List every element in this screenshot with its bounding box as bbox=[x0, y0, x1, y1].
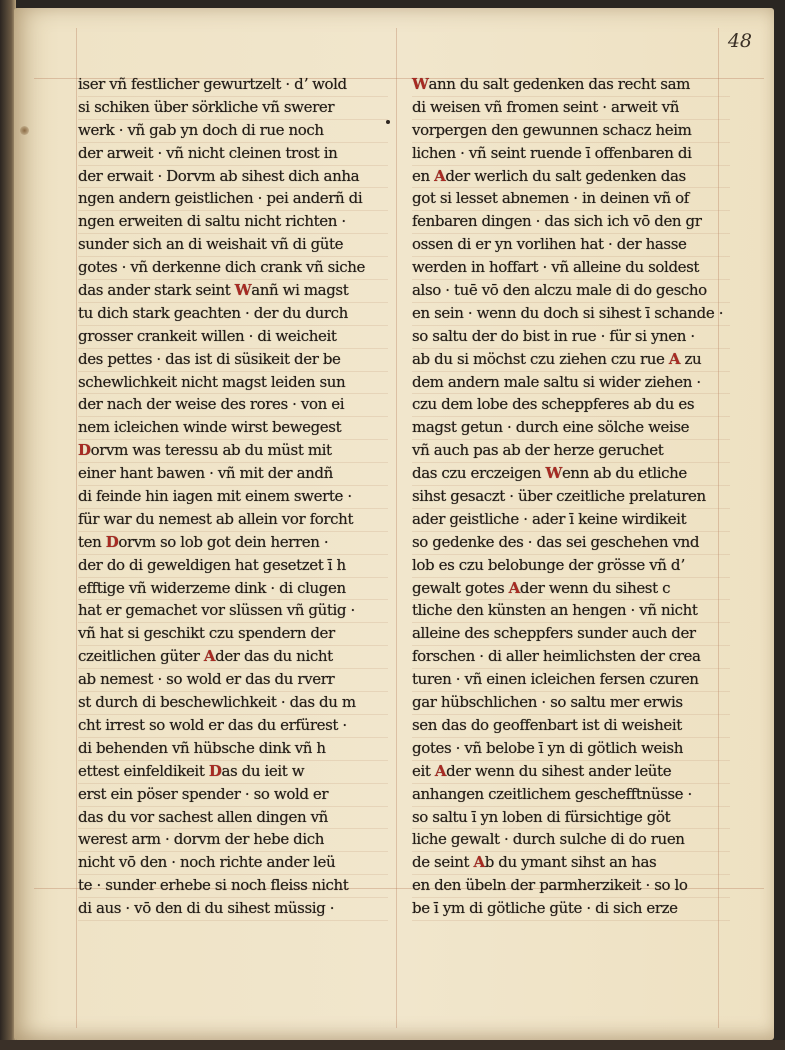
line-text: erst ein pöser spender · so wold er bbox=[78, 784, 329, 803]
text-line bbox=[78, 669, 388, 692]
line-text: te · sunder erhebe si noch fleiss nicht bbox=[78, 876, 349, 895]
text-line bbox=[412, 784, 730, 807]
line-text: di feinde hin iagen mit einem swerte · bbox=[78, 487, 352, 506]
text-line bbox=[78, 875, 388, 898]
text-line bbox=[78, 372, 388, 395]
text-line bbox=[78, 829, 388, 852]
stain-mark bbox=[20, 126, 29, 135]
text-line bbox=[412, 509, 730, 532]
line-text: grosser crankeit willen · di weicheit bbox=[78, 326, 337, 345]
line-text: ab nemest · so wold er das du rverr bbox=[78, 670, 335, 689]
line-text: hat er gemachet vor slüssen vñ gütig · bbox=[78, 601, 355, 620]
line-text: di aus · vō den di du sihest müssig · bbox=[78, 899, 335, 918]
line-text-continued: der werlich du salt gedenken das bbox=[445, 166, 686, 185]
text-line bbox=[78, 188, 388, 211]
rubric-initial: W bbox=[234, 281, 252, 300]
line-text: en sein · wenn du doch si sihest ī schande · bbox=[412, 303, 724, 322]
text-line bbox=[412, 463, 730, 486]
line-text: cht irrest so wold er das du erfürest · bbox=[78, 715, 347, 734]
text-line bbox=[412, 349, 730, 372]
line-text-continued: orvm was teressu ab du müst mit bbox=[90, 441, 332, 460]
line-text-continued: zu bbox=[680, 349, 702, 368]
line-text: ader geistliche · ader ī keine wirdikeit bbox=[412, 509, 687, 528]
line-text: werest arm · dorvm der hebe dich bbox=[78, 830, 325, 849]
text-line bbox=[78, 326, 388, 349]
line-text: werk · vñ gab yn doch di rue noch bbox=[78, 120, 324, 139]
line-text: di behenden vñ hübsche dink vñ h bbox=[78, 738, 326, 757]
text-line bbox=[78, 417, 388, 440]
line-text: fenbaren dingen · das sich ich vō den gr bbox=[412, 212, 702, 231]
line-text: sen das do geoffenbart ist di weisheit bbox=[412, 715, 682, 734]
line-text: czeitlichen güter bbox=[78, 647, 204, 666]
line-text: liche gewalt · durch sulche di do ruen bbox=[412, 830, 685, 849]
text-line bbox=[412, 898, 730, 921]
line-text: en den übeln der parmherzikeit · so lo bbox=[412, 876, 688, 895]
text-line bbox=[412, 166, 730, 189]
line-text: ab du si möchst czu ziehen czu rue bbox=[412, 349, 669, 368]
manuscript-page bbox=[14, 8, 774, 1040]
text-line bbox=[412, 829, 730, 852]
text-line bbox=[78, 578, 388, 601]
line-text: so gedenke des · das sei geschehen vnd bbox=[412, 532, 700, 551]
text-line bbox=[412, 234, 730, 257]
line-text: iser vñ festlicher gewurtzelt · dʼ wold bbox=[78, 75, 347, 93]
line-text: so saltu der do bist in rue · für si ynen · bbox=[412, 326, 695, 345]
rubric-initial: D bbox=[208, 761, 222, 780]
line-text: magst getun · durch eine sölche weise bbox=[412, 418, 690, 437]
line-text: be ī ym di götliche güte · di sich erze bbox=[412, 899, 678, 918]
line-text: für war du nemest ab allein vor forcht bbox=[78, 509, 354, 528]
text-line bbox=[78, 646, 388, 669]
text-line bbox=[78, 692, 388, 715]
line-text: forschen · di aller heimlichsten der crea bbox=[412, 647, 701, 666]
text-line bbox=[78, 303, 388, 326]
folio-number: 48 bbox=[727, 30, 752, 52]
line-text: des pettes · das ist di süsikeit der be bbox=[78, 349, 341, 368]
text-line bbox=[412, 486, 730, 509]
text-line bbox=[78, 807, 388, 830]
text-line bbox=[78, 280, 388, 303]
line-text: eit bbox=[412, 761, 435, 780]
line-text: der do di geweldigen hat gesetzet ī h bbox=[78, 555, 346, 574]
text-line bbox=[78, 623, 388, 646]
line-text: der nach der weise des rores · von ei bbox=[78, 395, 345, 414]
line-text-continued: orvm so lob got dein herren · bbox=[118, 532, 329, 551]
text-line bbox=[412, 875, 730, 898]
text-line bbox=[412, 555, 730, 578]
text-line bbox=[78, 784, 388, 807]
text-line bbox=[78, 463, 388, 486]
text-line bbox=[412, 646, 730, 669]
text-line bbox=[412, 440, 730, 463]
line-text-continued: enn ab du etliche bbox=[561, 464, 687, 483]
line-text: tu dich stark geachten · der du durch bbox=[78, 303, 348, 322]
text-line bbox=[78, 761, 388, 784]
line-text: das du vor sachest allen dingen vñ bbox=[78, 807, 328, 826]
line-text: ngen erweiten di saltu nicht richten · bbox=[78, 212, 346, 231]
line-text: sihst gesaczt · über czeitliche prelaturen bbox=[412, 487, 706, 506]
text-line bbox=[412, 692, 730, 715]
text-line bbox=[78, 166, 388, 189]
text-line bbox=[412, 578, 730, 601]
text-column-left bbox=[78, 74, 388, 921]
line-text: also · tuē vō den alczu male di do gescho bbox=[412, 281, 707, 300]
line-text-continued: as du ieit w bbox=[221, 761, 305, 780]
text-line bbox=[412, 143, 730, 166]
rubric-initial: W bbox=[412, 75, 429, 93]
line-text: das czu erczeigen bbox=[412, 464, 546, 483]
line-text: czu dem lobe des scheppferes ab du es bbox=[412, 395, 695, 414]
line-text: gotes · vñ belobe ī yn di götlich weish bbox=[412, 738, 683, 757]
text-line bbox=[78, 394, 388, 417]
line-text-continued: der wenn du sihest c bbox=[519, 578, 671, 597]
text-line bbox=[78, 349, 388, 372]
text-line bbox=[412, 303, 730, 326]
text-line bbox=[78, 852, 388, 875]
line-text: lichen · vñ seint ruende ī offenbaren di bbox=[412, 143, 692, 162]
text-line bbox=[78, 234, 388, 257]
text-line bbox=[78, 532, 388, 555]
line-text: das ander stark seint bbox=[78, 281, 235, 300]
rubric-initial: A bbox=[508, 578, 520, 597]
text-line bbox=[412, 715, 730, 738]
line-text: lob es czu belobunge der grösse vñ dʼ bbox=[412, 555, 685, 574]
page-bottom-edge bbox=[0, 1040, 785, 1050]
line-text: nicht vō den · noch richte ander leü bbox=[78, 853, 336, 872]
text-line bbox=[78, 555, 388, 578]
line-text: en bbox=[412, 166, 435, 185]
rubric-initial: D bbox=[105, 532, 119, 551]
line-text-continued: b du ymant sihst an has bbox=[484, 853, 657, 872]
line-text: vñ auch pas ab der herze geruchet bbox=[412, 441, 664, 460]
rubric-initial: A bbox=[668, 349, 681, 368]
rubric-initial: W bbox=[545, 464, 562, 483]
text-line bbox=[412, 74, 730, 97]
text-line bbox=[78, 74, 388, 97]
text-line bbox=[78, 509, 388, 532]
text-line bbox=[412, 417, 730, 440]
text-line bbox=[412, 852, 730, 875]
line-text: werden in hoffart · vñ alleine du soldest bbox=[412, 258, 700, 277]
line-text: anhangen czeitlichem geschefftnüsse · bbox=[412, 784, 692, 803]
line-text: tliche den künsten an hengen · vñ nicht bbox=[412, 601, 698, 620]
text-column-right bbox=[412, 74, 730, 921]
line-text: der arweit · vñ nicht cleinen trost in bbox=[78, 143, 338, 162]
line-text: gotes · vñ derkenne dich crank vñ siche bbox=[78, 258, 366, 277]
text-line bbox=[412, 807, 730, 830]
text-line bbox=[78, 898, 388, 921]
text-line bbox=[412, 669, 730, 692]
text-line bbox=[78, 440, 388, 463]
line-text-continued: der wenn du sihest ander leüte bbox=[446, 761, 672, 780]
text-line bbox=[412, 97, 730, 120]
text-line bbox=[412, 394, 730, 417]
line-text: so saltu ī yn loben di fürsichtige göt bbox=[412, 807, 671, 826]
line-text-continued: ann du salt gedenken das recht sam bbox=[428, 75, 690, 93]
text-line bbox=[412, 188, 730, 211]
rubric-initial: A bbox=[203, 647, 216, 666]
text-line bbox=[78, 715, 388, 738]
line-text: efftige vñ widerzeme dink · di clugen bbox=[78, 578, 346, 597]
rubric-initial: A bbox=[473, 853, 485, 872]
line-text: de seint bbox=[412, 853, 474, 872]
line-text-continued: anñ wi magst bbox=[251, 281, 349, 300]
line-text: gar hübschlichen · so saltu mer erwis bbox=[412, 693, 683, 712]
line-text: ten bbox=[78, 532, 106, 551]
line-text: nem icleichen winde wirst bewegest bbox=[78, 418, 342, 437]
text-line bbox=[412, 120, 730, 143]
rubric-initial: A bbox=[434, 761, 447, 780]
line-text: der erwait · Dorvm ab sihest dich anha bbox=[78, 166, 360, 185]
line-text: ngen andern geistlichen · pei anderñ di bbox=[78, 189, 363, 208]
line-text: alleine des scheppfers sunder auch der bbox=[412, 624, 696, 643]
line-text: st durch di beschewlichkeit · das du m bbox=[78, 693, 356, 712]
line-text: sunder sich an di weishait vñ di güte bbox=[78, 235, 344, 254]
line-text: dem andern male saltu si wider ziehen · bbox=[412, 372, 701, 391]
rubric-initial: D bbox=[78, 441, 91, 460]
line-text: ettest einfeldikeit bbox=[78, 761, 209, 780]
text-line bbox=[78, 97, 388, 120]
text-line bbox=[78, 143, 388, 166]
line-text: vñ hat si geschikt czu spendern der bbox=[78, 624, 335, 643]
line-text: turen · vñ einen icleichen fersen czuren bbox=[412, 670, 699, 689]
text-line bbox=[412, 372, 730, 395]
text-line bbox=[412, 761, 730, 784]
rubric-initial: A bbox=[434, 166, 446, 185]
line-text-continued: der das du nicht bbox=[215, 647, 333, 666]
line-text: einer hant bawen · vñ mit der andñ bbox=[78, 464, 333, 483]
line-text: got si lesset abnemen · in deinen vñ of bbox=[412, 189, 689, 208]
text-line bbox=[412, 280, 730, 303]
text-line bbox=[412, 257, 730, 280]
text-line bbox=[412, 532, 730, 555]
line-text: di weisen vñ fromen seint · arweit vñ bbox=[412, 97, 679, 116]
text-line bbox=[412, 623, 730, 646]
text-line bbox=[78, 600, 388, 623]
line-text: schewlichkeit nicht magst leiden sun bbox=[78, 372, 346, 391]
text-line bbox=[78, 738, 388, 761]
line-text: si schiken über sörkliche vñ swerer bbox=[78, 97, 335, 116]
line-text: gewalt gotes bbox=[412, 578, 509, 597]
frame-rule-mid bbox=[396, 28, 397, 1028]
text-line bbox=[78, 211, 388, 234]
text-line bbox=[78, 257, 388, 280]
text-line bbox=[78, 120, 388, 143]
text-line bbox=[412, 738, 730, 761]
frame-rule-left bbox=[76, 28, 77, 1028]
text-line bbox=[78, 486, 388, 509]
line-text: ossen di er yn vorlihen hat · der hasse bbox=[412, 235, 687, 254]
text-line bbox=[412, 211, 730, 234]
text-line bbox=[412, 600, 730, 623]
text-line bbox=[412, 326, 730, 349]
line-text: vorpergen den gewunnen schacz heim bbox=[412, 120, 692, 139]
